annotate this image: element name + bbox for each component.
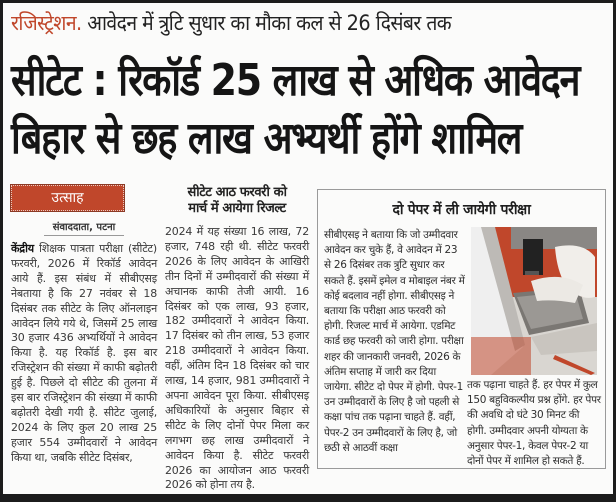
byline: संवाददाता, पटना xyxy=(44,219,124,236)
article-body-1 xyxy=(11,242,157,466)
section-badge: उत्साह xyxy=(11,185,124,211)
body-text-1: शिक्षक पात्रता परीक्षा (सीटेट) फरवरी, 2026 में रिकॉर्ड आवेदन आये हैं. इस संबंध में सीबीएसइ नेबताया है कि 27 नवंबर से 18 दिसंबर तक सीटेट के लिए ऑनलाइन आवेदन लिये गये थे, जिसमें 25 लाख 30 हजार 436 अभ्यर्थियों ने आवेदन किया है. यह रिकॉर्ड है. इस बार रजिस्ट्रेशन की संख्या में काफी बढ़ोतरी हुई है. पिछले दो सीटेट की तुलना में इस बार रजिस्ट्रेशन की संख्या में काफी बढ़ोतरी देखी गयी है. सीटेट जुलाई, 2024 के लिए कुल 20 लाख 25 हजार 554 उम्मीदवारों ने आवेदन किया था, जबकि सीटेट दिसंबर, xyxy=(11,242,157,464)
kicker-text: आवेदन में त्रुटि सुधार का मौका कल से 26 दिसंबर तक xyxy=(81,11,452,35)
laptop-photo xyxy=(471,227,597,375)
subheading-line-1: सीटेट आठ फरवरी को xyxy=(187,185,287,200)
sidebar-box xyxy=(317,189,606,469)
headline-line-2: बिहार से छह लाख अभ्यर्थी होंगे शामिल xyxy=(11,113,522,164)
lead-word: केंद्रीय xyxy=(11,242,34,255)
sidebox-text-left: सीबीएसइ ने बताया कि जो उम्मीदवार आवेदन कर चुके हैं, वे आवेदन में 23 से 26 दिसंबर तक त्रुटि सुधार कर सकते हैं. इसमें इमेल व मोबाइल नंबर में कोई बदलाव नहीं होगा. सीबीएसइ ने बताया कि परीक्षा आठ फरवरी को होगी. रिजल्ट मार्च में आयेगा. एडमिट कार्ड छह फरवरी को जारी होगा. परीक्षा शहर की जानकारी जनवरी, 2026 के अंतिम सप्ताह में जारी कर दिया जायेगा. सीटेट दो पेपर में होगी. पेपर-1 उन उम्मीदवारों के लिए है जो पहली से कक्षा पांच तक पढ़ाना चाहते हैं. वहीं, पेपर-2 उन उम्मीदवारों के लिए है, जो छठी से आठवीं कक्षा xyxy=(324,229,465,454)
kicker-tag: रजिस्ट्रेशन. xyxy=(11,11,82,35)
article-column-2 xyxy=(165,185,309,493)
newspaper-clipping xyxy=(3,3,613,494)
sidebox-text-right: तक पढ़ाना चाहते हैं. हर पेपर में कुल 150 बहुविकल्पीय प्रश्न होंगे. हर पेपर की अवधि दो घंटे 30 मिनट की होगी. उम्मीदवार अपनी योग्यता के अनुसार पेपर-1, केवल पेपर-2 या दोनों पेपर में शामिल हो सकते हैं. xyxy=(467,379,601,468)
laptop-typing-image-icon xyxy=(471,227,597,375)
headline-line-1: सीटेट : रिकॉर्ड 25 लाख से अधिक आवेदन xyxy=(11,55,580,106)
article-body-2: 2024 में यह संख्या 16 लाख, 72 हजार, 748 रही थी. सीटेट फरवरी 2026 के लिए आवेदन के आखिरी तीन दिनों में उम्मीदवारों की संख्या में अचानक काफी तेजी आयी. 16 दिसंबर को एक लाख, 93 हजार, 182 उम्मीदवारों ने आवेदन किया. 17 दिसंबर को तीन लाख, 53 हजार 218 उम्मीदवारों ने आवेदन किया. वहीं, अंतिम दिन 18 दिसंबर को चार लाख, 14 हजार, 981 उम्मीदवारों ने अपना आवेदन पूरा किया. सीबीएसइ अधिकारियों के अनुसार बिहार से सीटेट के लिए दोनों पेपर मिला कर लगभग छह लाख उम्मीदवारों ने आवेदन किया है. सीटेट फरवरी 2026 का आयोजन आठ फरवरी 2026 को होना तय है. xyxy=(165,225,309,492)
kicker-line xyxy=(11,9,451,37)
article-column-1 xyxy=(11,185,157,466)
sidebox-title: दो पेपर में ली जायेगी परीक्षा xyxy=(392,202,531,218)
subheading xyxy=(165,185,309,217)
subheading-line-2: मार्च में आयेगा रिजल्ट xyxy=(188,201,286,216)
